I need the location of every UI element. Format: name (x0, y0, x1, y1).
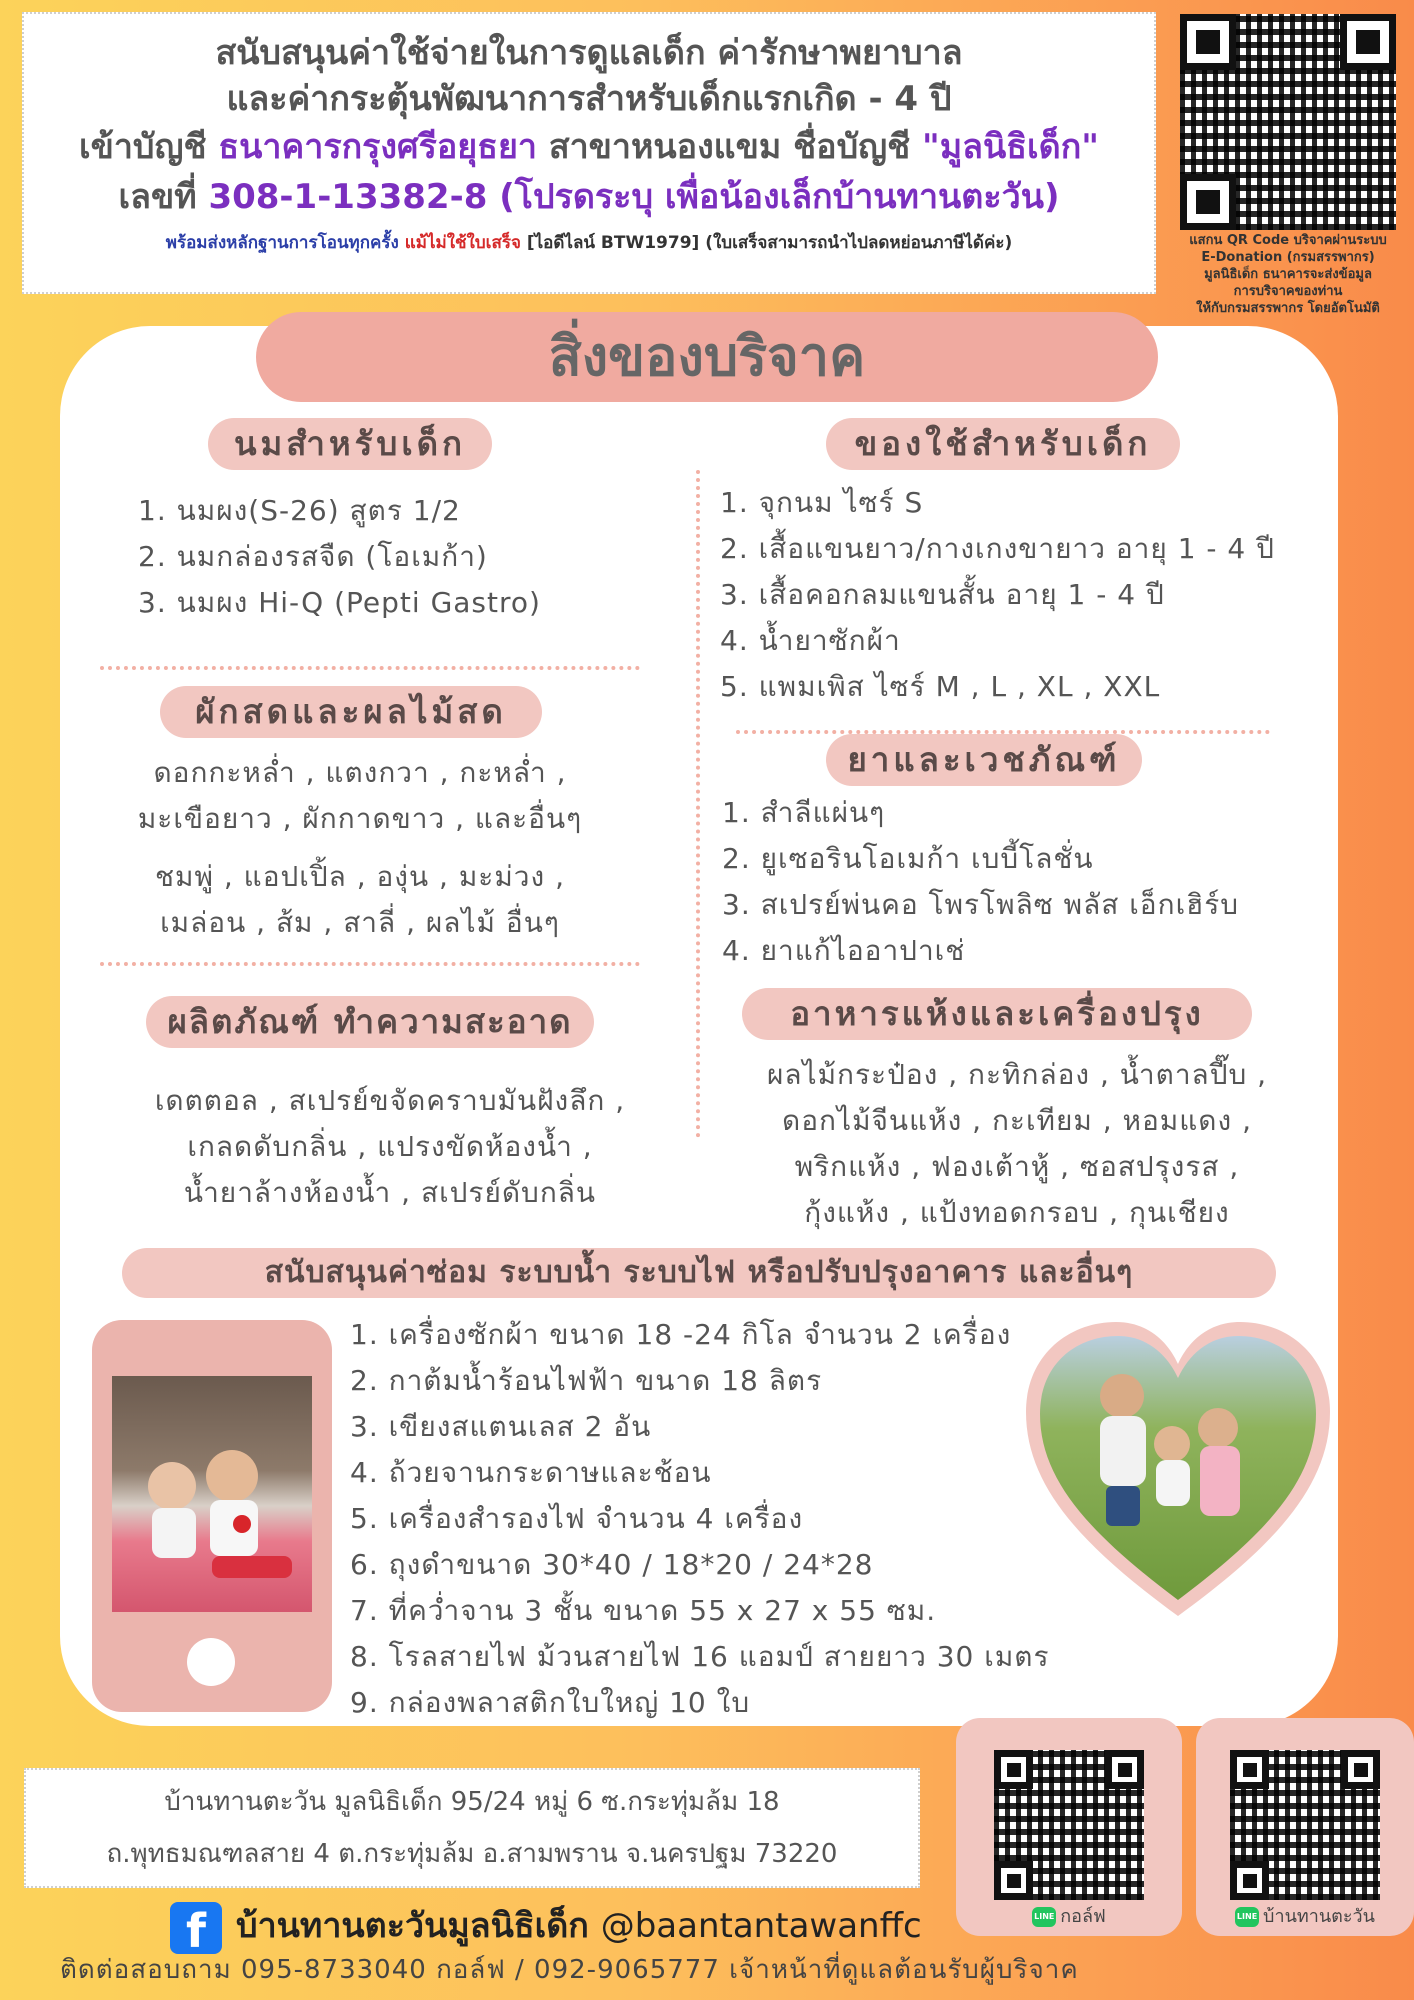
facebook-icon: f (170, 1902, 222, 1954)
line-id-note: [ไอดีไลน์ BTW1979] (ใบเสร็จสามารถนำไปลดหย่อนภาษีได้ค่ะ) (520, 233, 1013, 253)
list-item: 2. ยูเซอรินโอเมก้า เบบี้โลชั่น (722, 842, 1094, 875)
number-prefix: เลขที่ (118, 177, 209, 217)
header-line-3 (24, 122, 1154, 172)
qr-note-line: ให้กับกรมสรรพากร โดยอัตโนมัติ (1196, 301, 1380, 316)
dry-food-list (712, 1052, 1322, 1236)
list-item: 1. สำลีแผ่นๆ (722, 796, 886, 829)
address-line-2: ถ.พุทธมณฑลสาย 4 ต.กระทุ่มล้ม อ.สามพราน จ.นครปฐม 73220 (106, 1839, 838, 1869)
line-contact-label (1196, 1902, 1414, 1932)
edonation-qr-code[interactable] (1180, 14, 1396, 230)
milk-heading: นมสำหรับเด็ก (208, 418, 492, 470)
list-item: 1. จุกนม ไซร์ S (720, 486, 924, 519)
facebook-line[interactable] (170, 1896, 922, 1956)
list-item: 3. เสื้อคอกลมแขนสั้น อายุ 1 - 4 ปี (720, 578, 1165, 611)
line-qr-code[interactable] (1230, 1750, 1380, 1900)
phone-home-button (187, 1638, 235, 1686)
receipt-note: แม้ไม่ใช้ใบเสร็จ (404, 233, 521, 253)
qr-note-line: E-Donation (กรมสรรพากร) (1201, 250, 1375, 265)
list-item: 2. เสื้อแขนยาว/กางเกงขายาว อายุ 1 - 4 ปี (720, 532, 1275, 565)
list-item: 8. โรลสายไฟ ม้วนสายไฟ 16 แอมป์ สายยาว 30 เมตร (350, 1640, 1050, 1673)
dry-food-line: ดอกไม้จีนแห้ง , กะเทียม , หอมแดง , (782, 1104, 1252, 1137)
account-prefix: เข้าบัญชี (78, 127, 219, 167)
medicine-list (722, 790, 1239, 974)
list-item: 4. น้ำยาซักผ้า (720, 624, 901, 657)
produce-line: เมล่อน , ส้ม , สาลี่ , ผลไม้ อื่นๆ (160, 906, 560, 939)
qr-note-line: มูลนิธิเด็ก ธนาคารจะส่งข้อมูล (1204, 267, 1372, 282)
repair-heading: สนับสนุนค่าซ่อม ระบบน้ำ ระบบไฟ หรือปรับปรุงอาคาร และอื่นๆ (122, 1248, 1276, 1298)
produce-line: ดอกกะหล่ำ , แตงกวา , กะหล่ำ , (153, 756, 567, 789)
produce-line: มะเขือยาว , ผักกาดขาว , และอื่นๆ (137, 802, 583, 835)
donation-header (22, 12, 1156, 294)
list-item: 4. ยาแก้ไออาปาเช่ (722, 934, 966, 967)
children-photo (112, 1376, 312, 1612)
heart-photo (1022, 1316, 1334, 1634)
account-number: 308-1-13382-8 (208, 177, 488, 217)
line-app-icon: LINE (1235, 1907, 1259, 1927)
produce-list (90, 750, 630, 946)
contact-info: ติดต่อสอบถาม 095-8733040 กอล์ฟ / 092-9065777 เจ้าหน้าที่ดูแลต้อนรับผู้บริจาค (60, 1955, 1079, 1985)
account-note: (โปรดระบุ เพื่อน้องเล็กบ้านทานตะวัน) (487, 177, 1060, 217)
line-contact-name: บ้านทานตะวัน (1263, 1906, 1375, 1927)
address-line-1: บ้านทานตะวัน มูลนิธิเด็ก 95/24 หมู่ 6 ซ.กระทุ่มล้ม 18 (164, 1787, 780, 1817)
list-item: 6. ถุงดำขนาด 30*40 / 18*20 / 24*28 (350, 1548, 874, 1581)
qr-note-line: แสกน QR Code บริจาคผ่านระบบ (1189, 233, 1387, 248)
list-item: 3. นมผง Hi-Q (Pepti Gastro) (138, 586, 541, 619)
list-item: 9. กล่องพลาสติกใบใหญ่ 10 ใบ (350, 1686, 751, 1719)
qr-note (1168, 232, 1408, 317)
list-item: 2. นมกล่องรสจืด (โอเมก้า) (138, 540, 488, 573)
dry-food-heading: อาหารแห้งและเครื่องปรุง (742, 988, 1252, 1040)
line-contact-card[interactable] (1196, 1718, 1414, 1936)
column-divider (696, 470, 700, 1138)
divider (100, 962, 640, 966)
header-line-4 (24, 172, 1154, 222)
cleaning-line: เกลดดับกลิ่น , แปรงขัดห้องน้ำ , (187, 1130, 593, 1163)
baby-items-heading: ของใช้สำหรับเด็ก (826, 418, 1180, 470)
branch-text: สาขาหนองแขม ชื่อบัญชี (536, 127, 923, 167)
medicine-heading: ยาและเวชภัณฑ์ (826, 734, 1142, 786)
list-item: 7. ที่คว่ำจาน 3 ชั้น ขนาด 55 x 27 x 55 ซม. (350, 1594, 937, 1627)
dry-food-line: ผลไม้กระป๋อง , กะทิกล่อง , น้ำตาลปี๊บ , (766, 1058, 1268, 1091)
line-app-icon: LINE (1032, 1907, 1056, 1927)
line-contact-label (956, 1902, 1182, 1932)
cleaning-heading: ผลิตภัณฑ์ ทำความสะอาด (146, 996, 594, 1048)
header-line-1: สนับสนุนค่าใช้จ่ายในการดูแลเด็ก ค่ารักษาพยาบาล (215, 33, 963, 73)
qr-note-line: การบริจาคของท่าน (1233, 284, 1343, 299)
list-item: 5. แพมเพิส ไซร์ M , L , XL , XXL (720, 670, 1161, 703)
bank-name: ธนาคารกรุงศรีอยุธยา (218, 127, 537, 167)
cleaning-line: น้ำยาล้างห้องน้ำ , สเปรย์ดับกลิ่น (183, 1176, 597, 1209)
divider (100, 666, 640, 670)
line-contact-card[interactable] (956, 1718, 1182, 1936)
address-box (24, 1768, 920, 1888)
line-qr-code[interactable] (994, 1750, 1144, 1900)
header-line-2: และค่ากระตุ้นพัฒนาการสำหรับเด็กแรกเกิด - 4 ปี (226, 79, 952, 119)
cleaning-list (100, 1078, 680, 1216)
list-item: 2. กาต้มน้ำร้อนไฟฟ้า ขนาด 18 ลิตร (350, 1364, 823, 1397)
cleaning-line: เดตตอล , สเปรย์ขจัดคราบมันฝังลึก , (154, 1084, 626, 1117)
list-item: 3. สเปรย์พ่นคอ โพรโพลิซ พลัส เอ็กเฮิร์บ (722, 888, 1240, 921)
account-name: "มูลนิธิเด็ก" (922, 127, 1100, 167)
proof-note: พร้อมส่งหลักฐานการโอนทุกครั้ง (165, 233, 405, 253)
milk-list (138, 488, 541, 626)
page-title: สิ่งของบริจาค (256, 312, 1158, 402)
dry-food-line: กุ้งแห้ง , แป้งทอดกรอบ , กุนเชียง (804, 1196, 1230, 1229)
list-item: 1. เครื่องซักผ้า ขนาด 18 -24 กิโล จำนวน 2 เครื่อง (350, 1318, 1012, 1351)
facebook-handle: @baantantawanffc (600, 1906, 922, 1946)
list-item: 3. เขียงสแตนเลส 2 อัน (350, 1410, 652, 1443)
list-item: 1. นมผง(S-26) สูตร 1/2 (138, 494, 461, 527)
list-item: 5. เครื่องสำรองไฟ จำนวน 4 เครื่อง (350, 1502, 804, 1535)
repair-list (350, 1312, 1050, 1726)
produce-heading: ผักสดและผลไม้สด (160, 686, 542, 738)
line-contact-name: กอล์ฟ (1060, 1906, 1106, 1927)
produce-line: ชมพู่ , แอปเปิ้ล , องุ่น , มะม่วง , (155, 860, 565, 893)
facebook-page-name: บ้านทานตะวันมูลนิธิเด็ก (236, 1906, 589, 1946)
dry-food-line: พริกแห้ง , ฟองเต้าหู้ , ซอสปรุงรส , (794, 1150, 1240, 1183)
phone-frame (92, 1320, 332, 1712)
list-item: 4. ถ้วยจานกระดาษและช้อน (350, 1456, 712, 1489)
baby-items-list (720, 480, 1275, 710)
header-line-5 (24, 228, 1154, 258)
